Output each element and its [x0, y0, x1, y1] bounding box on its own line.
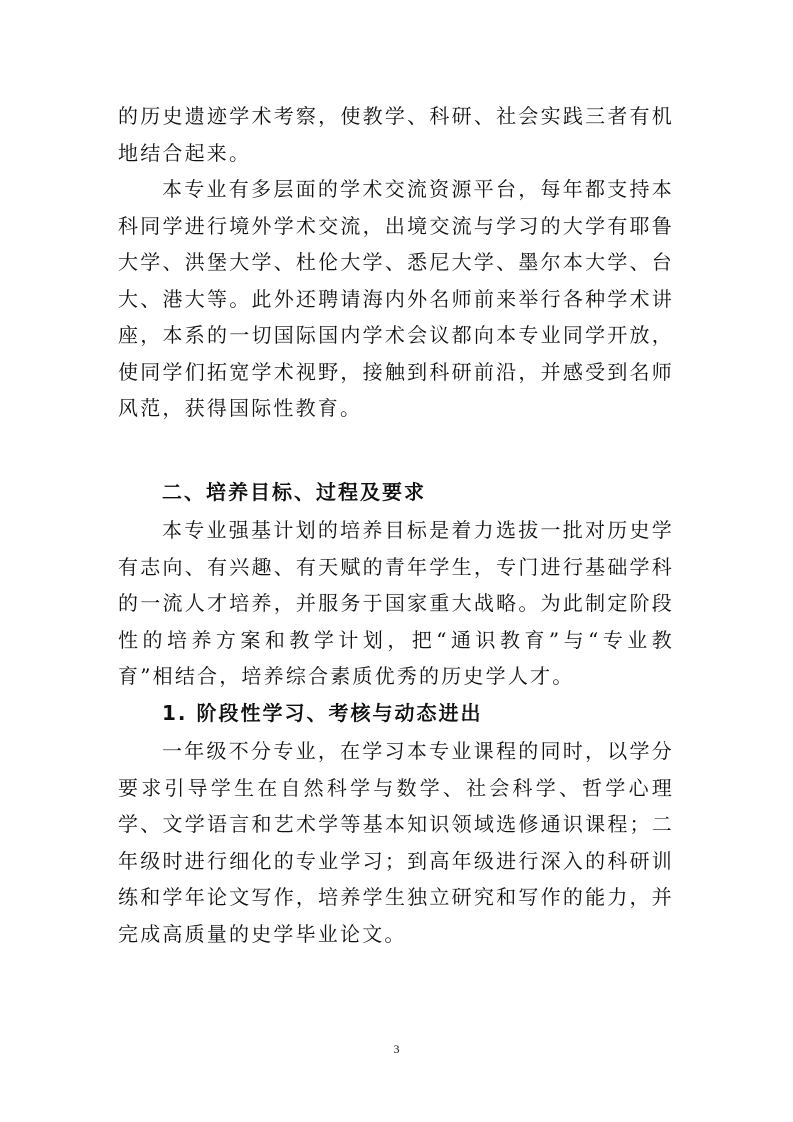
- page-number: 3: [393, 1042, 400, 1056]
- paragraph-staged-learning: 一年级不分专业，在学习本专业课程的同时，以学分要求引导学生在自然科学与数学、社会科学、哲学心理学、文学语言和艺术学等基本知识领域选修通识课程；二年级时进行细化的专业学习；到高年级进行深入的科研训练和学年论文写作，培养学生独立研究和写作的能力，并完成高质量的史学毕业论文。: [118, 739, 674, 946]
- paragraph-training-goals: 本专业强基计划的培养目标是着力选拔一批对历史学有志向、有兴趣、有天赋的青年学生，专门进行基础学科的一流人才培养，并服务于国家重大战略。为此制定阶段性的培养方案和教学计划，把“通识教育”与“专业教育”相结合，培养综合素质优秀的历史学人才。: [118, 518, 674, 688]
- paragraph-academic-exchange: 本专业有多层面的学术交流资源平台，每年都支持本科同学进行境外学术交流，出境交流与学习的大学有耶鲁大学、洪堡大学、杜伦大学、悉尼大学、墨尔本大学、台大、港大等。此外还聘请海内外名师前来举行各种学术讲座，本系的一切国际国内学术会议都向本专业同学开放，使同学们拓宽学术视野，接触到科研前沿，并感受到名师风范，获得国际性教育。: [118, 177, 674, 420]
- section-heading: 二、培养目标、过程及要求: [162, 480, 426, 504]
- paragraph-continuation: 的历史遗迹学术考察，使教学、科研、社会实践三者有机地结合起来。: [118, 104, 674, 165]
- subsection-heading: 1. 阶段性学习、考核与动态进出: [162, 701, 483, 725]
